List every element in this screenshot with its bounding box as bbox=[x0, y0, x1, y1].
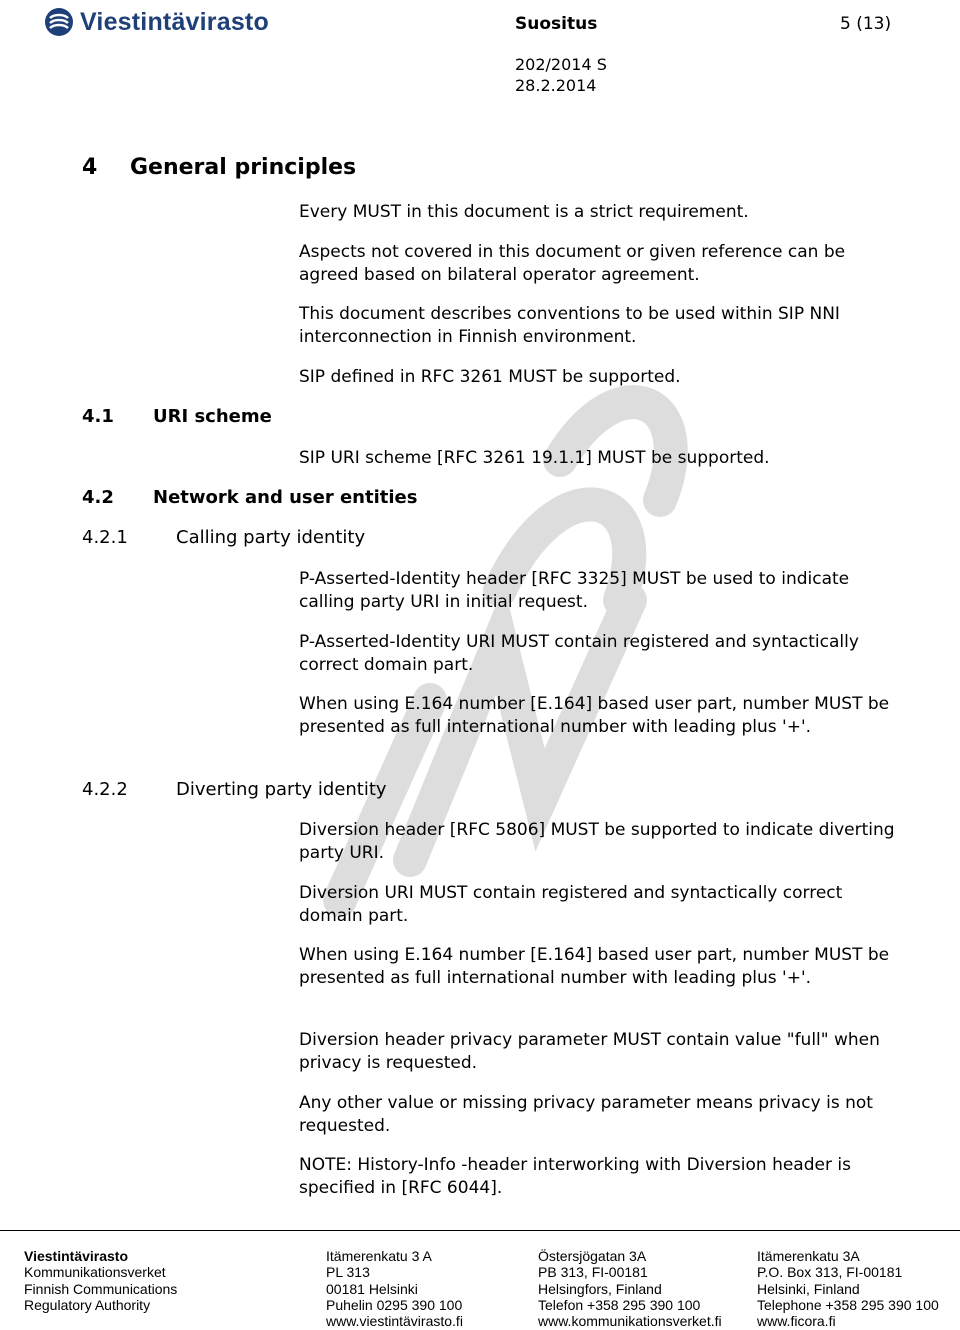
paragraph: Every MUST in this document is a strict requirement. bbox=[299, 202, 749, 222]
paragraph: Diversion header [RFC 5806] MUST be supported to indicate diverting party URI. bbox=[299, 820, 895, 863]
footer-text: Finnish Communications bbox=[24, 1280, 178, 1297]
footer-text: Helsingfors, Finland bbox=[538, 1280, 662, 1297]
paragraph: NOTE: History-Info -header interworking with Diversion header is specified in [RFC 6044]. bbox=[299, 1155, 851, 1198]
footer-link[interactable]: www.ficora.fi bbox=[757, 1313, 836, 1330]
heading-section-4-2: 4.2 Network and user entities bbox=[82, 487, 418, 508]
logo-text: Viestintävirasto bbox=[80, 7, 269, 36]
paragraph: P-Asserted-Identity URI MUST contain registered and syntactically correct domain part. bbox=[299, 632, 859, 675]
footer-column-english bbox=[757, 1248, 939, 1329]
paragraph: This document describes conventions to be used within SIP NNI interconnection in Finnish environment. bbox=[299, 304, 840, 347]
paragraph: Aspects not covered in this document or given reference can be agreed based on bilateral operator agreement. bbox=[299, 242, 846, 285]
heading-section-4-2-2: 4.2.2 Diverting party identity bbox=[82, 779, 387, 800]
footer-text: Itämerenkatu 3 A bbox=[326, 1248, 432, 1264]
footer-text: Telephone +358 295 390 100 bbox=[757, 1296, 939, 1313]
footer-text: Helsinki, Finland bbox=[757, 1280, 860, 1297]
footer-agency-name: Viestintävirasto bbox=[24, 1248, 129, 1264]
footer-text: PB 313, FI-00181 bbox=[538, 1264, 648, 1281]
footer-text: 00181 Helsinki bbox=[326, 1280, 418, 1297]
footer-text: Telefon +358 295 390 100 bbox=[538, 1296, 701, 1313]
logo-emblem-icon bbox=[44, 7, 74, 37]
footer-text: Kommunikationsverket bbox=[24, 1264, 166, 1281]
footer-text: Puhelin 0295 390 100 bbox=[326, 1296, 463, 1313]
heading-section-4-1: 4.1 URI scheme bbox=[82, 406, 272, 427]
footer-link[interactable]: www.viestintävirasto.fi bbox=[326, 1313, 463, 1330]
footer-column-finnish bbox=[326, 1248, 463, 1329]
paragraph: Any other value or missing privacy parameter means privacy is not requested. bbox=[299, 1093, 873, 1136]
document-date: 28.2.2014 bbox=[515, 76, 597, 95]
logo bbox=[44, 4, 269, 40]
paragraph: P-Asserted-Identity header [RFC 3325] MUST be used to indicate calling party URI in initial request. bbox=[299, 569, 850, 612]
footer-divider bbox=[0, 1230, 960, 1231]
footer-column-agency bbox=[24, 1248, 177, 1313]
footer-text: Itämerenkatu 3A bbox=[757, 1248, 860, 1264]
paragraph: When using E.164 number [E.164] based user part, number MUST be presented as full international number with leading plus '+'. bbox=[299, 694, 890, 737]
footer-text: Regulatory Authority bbox=[24, 1296, 151, 1313]
document-type: Suositus bbox=[515, 14, 598, 34]
paragraph: SIP defined in RFC 3261 MUST be supported. bbox=[299, 367, 681, 387]
paragraph: When using E.164 number [E.164] based user part, number MUST be presented as full international number with leading plus '+'. bbox=[299, 945, 890, 988]
footer-text: P.O. Box 313, FI-00181 bbox=[757, 1264, 903, 1281]
paragraph: SIP URI scheme [RFC 3261 19.1.1] MUST be supported. bbox=[299, 448, 770, 468]
paragraph: Diversion URI MUST contain registered and syntactically correct domain part. bbox=[299, 883, 843, 926]
footer-link[interactable]: www.kommunikationsverket.fi bbox=[538, 1313, 722, 1330]
footer-column-swedish bbox=[538, 1248, 722, 1329]
footer-text: PL 313 bbox=[326, 1264, 370, 1281]
document-number: 202/2014 S bbox=[515, 55, 607, 74]
paragraph: Diversion header privacy parameter MUST contain value "full" when privacy is requested. bbox=[299, 1030, 880, 1073]
heading-section-4-2-1: 4.2.1 Calling party identity bbox=[82, 527, 366, 548]
page-number: 5 (13) bbox=[840, 14, 892, 34]
footer-text: Östersjögatan 3A bbox=[538, 1248, 647, 1264]
heading-section-4: 4 General principles bbox=[82, 155, 357, 180]
